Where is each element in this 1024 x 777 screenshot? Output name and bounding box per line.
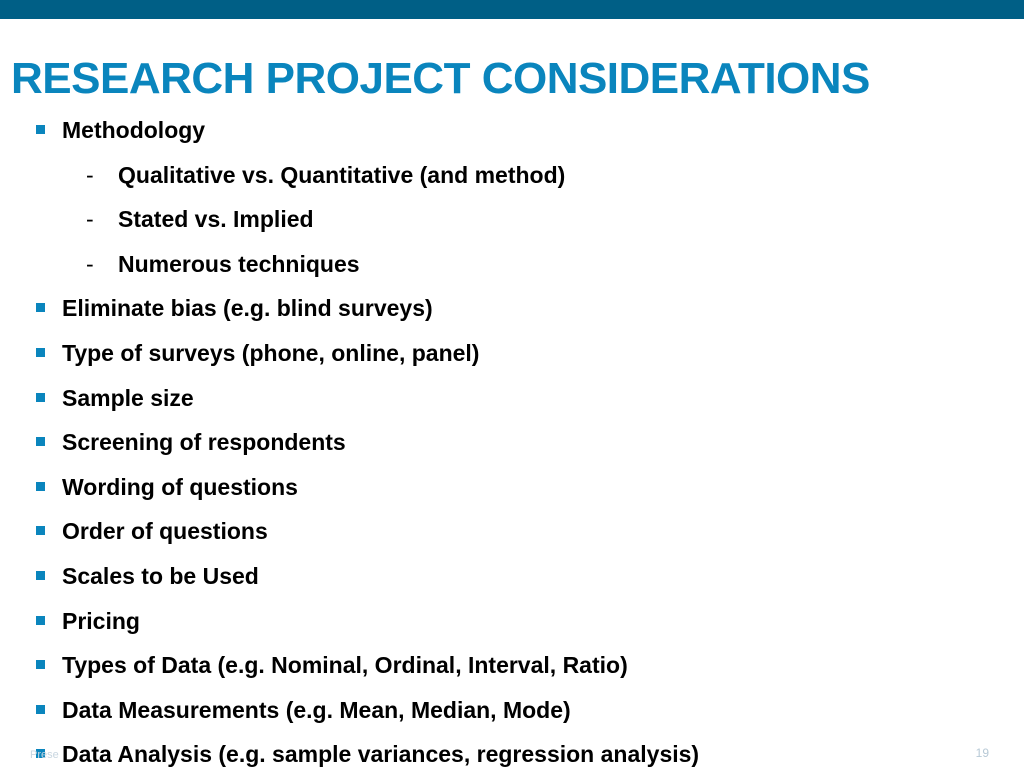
bullet-item — [0, 599, 1024, 644]
square-bullet-icon — [36, 303, 45, 312]
bullet-item — [0, 465, 1024, 510]
bullet-text: Types of Data (e.g. Nominal, Ordinal, Interval, Ratio) — [62, 652, 628, 679]
sub-bullet-text: Stated vs. Implied — [118, 206, 314, 233]
slide-title: RESEARCH PROJECT CONSIDERATIONS — [11, 54, 870, 103]
bullet-text: Eliminate bias (e.g. blind surveys) — [62, 295, 433, 322]
bullet-text: Sample size — [62, 384, 194, 411]
dash-bullet-icon: - — [86, 250, 94, 277]
square-bullet-icon — [36, 571, 45, 580]
footer-text: Prese — [30, 749, 59, 761]
square-bullet-icon — [36, 125, 45, 134]
bullet-item — [0, 688, 1024, 733]
bullet-item — [0, 376, 1024, 421]
bullet-text: Screening of respondents — [62, 429, 346, 456]
bullet-item — [0, 732, 1024, 777]
top-banner-bar — [0, 0, 1024, 19]
square-bullet-icon — [36, 348, 45, 357]
sub-bullet-item — [0, 197, 1024, 242]
bullet-item — [0, 420, 1024, 465]
dash-bullet-icon: - — [86, 206, 94, 233]
square-bullet-icon — [36, 393, 45, 402]
bullet-text: Type of surveys (phone, online, panel) — [62, 339, 480, 366]
bullet-item — [0, 643, 1024, 688]
bullet-item — [0, 108, 1024, 153]
bullet-item — [0, 509, 1024, 554]
square-bullet-icon — [36, 705, 45, 714]
bullet-list — [0, 108, 1024, 777]
bullet-text: Pricing — [62, 607, 140, 634]
sub-bullet-item — [0, 153, 1024, 198]
bullet-text: Order of questions — [62, 518, 268, 545]
bullet-item — [0, 286, 1024, 331]
bullet-text: Data Analysis (e.g. sample variances, regression analysis) — [62, 741, 700, 768]
dash-bullet-icon: - — [86, 161, 94, 188]
square-bullet-icon — [36, 482, 45, 491]
page-number: 19 — [975, 746, 989, 760]
square-bullet-icon — [36, 660, 45, 669]
square-bullet-icon — [36, 526, 45, 535]
square-bullet-icon — [36, 616, 45, 625]
square-bullet-icon — [36, 437, 45, 446]
sub-bullet-item — [0, 242, 1024, 287]
bullet-text: Wording of questions — [62, 473, 298, 500]
sub-bullet-text: Numerous techniques — [118, 250, 360, 277]
bullet-item — [0, 554, 1024, 599]
bullet-item — [0, 331, 1024, 376]
bullet-text: Methodology — [62, 117, 206, 143]
bullet-text: Data Measurements (e.g. Mean, Median, Mode) — [62, 696, 571, 723]
bullet-text: Scales to be Used — [62, 562, 259, 589]
sub-bullet-text: Qualitative vs. Quantitative (and method) — [118, 161, 566, 188]
